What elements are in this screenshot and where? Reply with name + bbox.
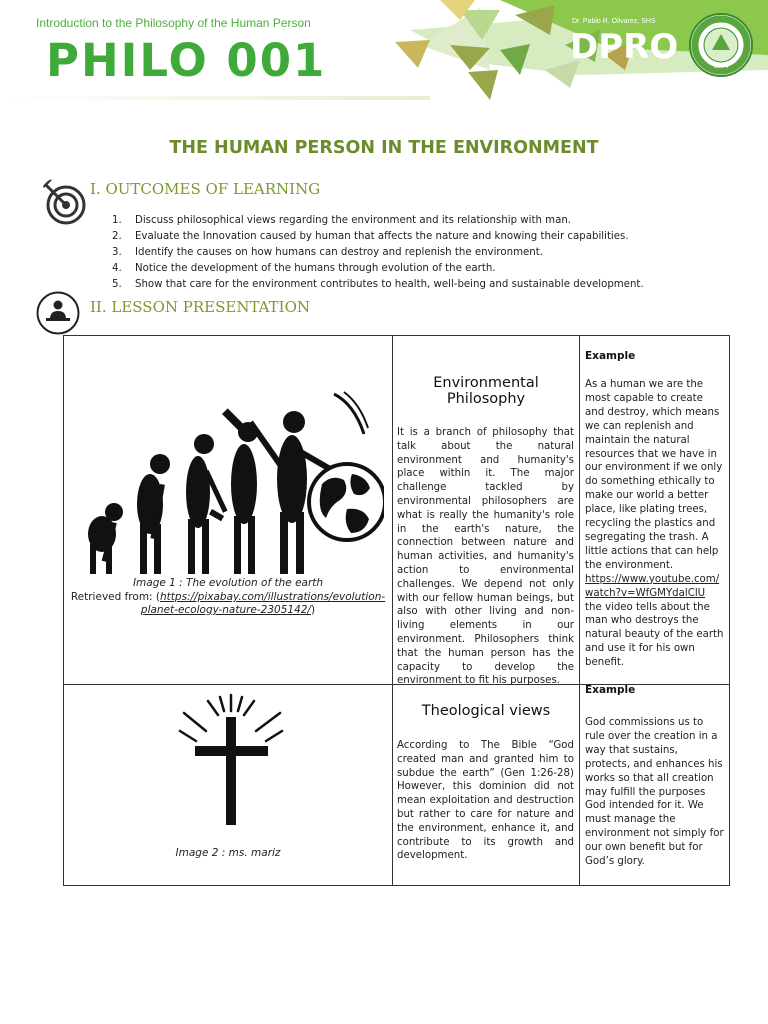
course-subtitle: Introduction to the Philosophy of the Human Person bbox=[36, 16, 311, 30]
image-cell bbox=[64, 685, 392, 885]
video-link[interactable]: https://www.youtube.com/ bbox=[585, 573, 720, 585]
outcome-text: Discuss philosophical views regarding the environment and its relationship with man. bbox=[135, 215, 572, 226]
example-cell bbox=[585, 685, 725, 885]
outcome-number: 1. bbox=[112, 215, 122, 226]
source-link[interactable]: https://pixabay.com/illustrations/evolution- bbox=[160, 591, 386, 603]
brand-logo-text: DPRO bbox=[570, 27, 679, 67]
school-seal-icon bbox=[688, 12, 754, 78]
outcome-text: Identify the causes on how humans can destroy and replenish the environment. bbox=[135, 247, 543, 258]
outcome-number: 5. bbox=[112, 279, 122, 290]
image-caption: Image 2 : ms. mariz bbox=[175, 847, 281, 859]
school-caption: Dr. Pablo R. Olivarez, SHS bbox=[572, 18, 656, 25]
outcome-text: Notice the development of the humans through evolution of the earth. bbox=[135, 263, 496, 274]
topic-heading: Environmental Philosophy bbox=[433, 375, 539, 407]
column-divider bbox=[392, 336, 393, 885]
topic-cell bbox=[397, 336, 575, 687]
outcome-number: 2. bbox=[112, 231, 122, 242]
example-label: Example bbox=[585, 684, 636, 696]
outcome-number: 3. bbox=[112, 247, 122, 258]
video-link[interactable]: watch?v=WfGMYdalClU bbox=[585, 587, 706, 599]
radiant-cross-icon bbox=[176, 693, 286, 825]
outcome-number: 4. bbox=[112, 263, 122, 274]
example-body bbox=[585, 378, 725, 670]
topic-heading: Theological views bbox=[421, 703, 551, 719]
outcomes-list bbox=[112, 213, 644, 293]
example-label: Example bbox=[585, 350, 636, 362]
outcome-item bbox=[112, 261, 644, 277]
image-cell bbox=[64, 336, 392, 684]
course-code-title: PHILO 001 bbox=[46, 34, 327, 87]
outcome-item bbox=[112, 277, 644, 293]
document-title: THE HUMAN PERSON IN THE ENVIRONMENT bbox=[169, 138, 599, 158]
outcome-text: Evaluate the Innovation caused by human that affects the nature and knowing their capabilities. bbox=[135, 231, 629, 242]
column-divider bbox=[579, 336, 580, 885]
outcome-item bbox=[112, 229, 644, 245]
example-text: As a human we are the most capable to create and destroy, which means we can replenish and maintain the natural resources that we have in our environment if we only do something ethically to make our world a better place, like plating trees, recycling the plastics and segregating the trash. A little actions that can help the environment. bbox=[585, 379, 723, 571]
topic-body: It is a branch of philosophy that talk about the natural environment and humanity's place within it. The major challenge tackled by environmental philosophers are what is really the humanity's role in the earth's nature, the connection between nature and human activities, and humanity's action to environmental challenges. We depend not only with our fellow human beings, but also with other living and non-living elements in our environment. Philosophers think that the human person has the capacity to develop the environment to fit his purposes. bbox=[397, 427, 574, 687]
source-link[interactable]: planet-ecology-nature-2305142/ bbox=[140, 604, 311, 616]
example-body: God commissions us to rule over the creation in a way that sustains, protects, and enhances his works so that all creation may fulfill the purposes God intended for it. We must manage the environment not simply for our own benefit but for God’s glory. bbox=[585, 717, 724, 868]
outcome-item bbox=[112, 245, 644, 261]
outcomes-heading: I. OUTCOMES OF LEARNING bbox=[90, 180, 321, 198]
topic-body: According to The Bible “God created man and granted him to subdue the earth” (Gen 1:26-28) However, this dominion did not mean exploitation and destruction but rather to care for nature and the environment, enhance it, and contribute to its growth and development. bbox=[397, 740, 574, 862]
lesson-table bbox=[63, 335, 730, 886]
lesson-heading: II. LESSON PRESENTATION bbox=[90, 298, 311, 316]
retrieved-prefix: Retrieved from: ( bbox=[70, 591, 161, 603]
topic-cell bbox=[397, 685, 575, 885]
image-caption: Image 1 : The evolution of the earth bbox=[132, 577, 324, 589]
image-source bbox=[64, 591, 392, 617]
teacher-icon bbox=[36, 291, 80, 335]
target-icon bbox=[38, 176, 88, 226]
example-cell bbox=[585, 336, 725, 684]
human-evolution-icon bbox=[72, 384, 384, 580]
retrieved-suffix: ) bbox=[310, 604, 316, 616]
example-text-after: the video tells about the man who destroys the natural beauty of the earth and use it for his own benefit. bbox=[585, 601, 724, 669]
seal-year: 1974 bbox=[713, 63, 729, 70]
outcome-item bbox=[112, 213, 644, 229]
outcome-text: Show that care for the environment contributes to health, well-being and sustainable development. bbox=[135, 279, 644, 290]
